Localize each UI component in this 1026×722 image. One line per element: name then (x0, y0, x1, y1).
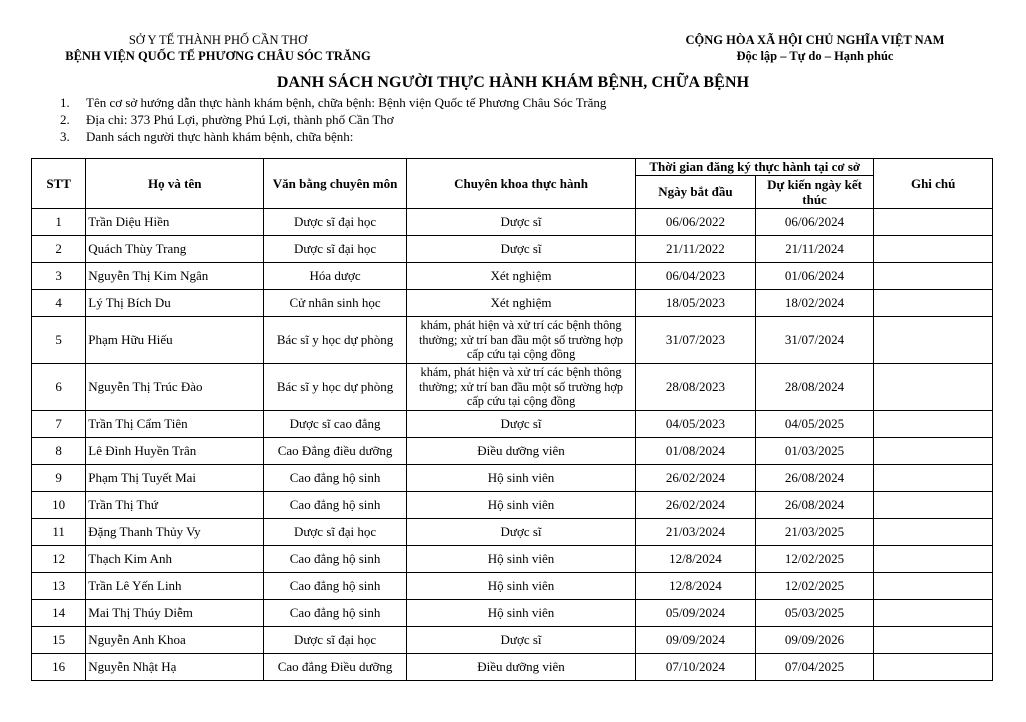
cell-note (874, 236, 993, 263)
cell-specialty: Điều dưỡng viên (406, 438, 635, 465)
cell-stt: 9 (32, 465, 86, 492)
cell-specialty: Hộ sinh viên (406, 546, 635, 573)
table-row (32, 492, 993, 519)
cell-stt: 12 (32, 546, 86, 573)
table-row (32, 317, 993, 364)
cell-note (874, 209, 993, 236)
cell-start-date: 28/08/2023 (636, 364, 756, 411)
cell-end-date: 28/08/2024 (755, 364, 874, 411)
cell-degree: Dược sĩ đại học (264, 209, 407, 236)
cell-note (874, 492, 993, 519)
cell-specialty: Dược sĩ (406, 209, 635, 236)
info-list (60, 94, 606, 145)
cell-specialty: Điều dưỡng viên (406, 654, 635, 681)
cell-start-date: 06/04/2023 (636, 263, 756, 290)
cell-specialty: Hộ sinh viên (406, 465, 635, 492)
cell-specialty: Dược sĩ (406, 411, 635, 438)
cell-degree: Hóa dược (264, 263, 407, 290)
table-row (32, 519, 993, 546)
cell-stt: 1 (32, 209, 86, 236)
cell-name: Trần Thị Thứ (86, 492, 264, 519)
cell-degree: Cao Đẳng điều dưỡng (264, 438, 407, 465)
cell-start-date: 06/06/2022 (636, 209, 756, 236)
cell-degree: Dược sĩ đại học (264, 519, 407, 546)
cell-note (874, 290, 993, 317)
cell-degree: Dược sĩ cao đẳng (264, 411, 407, 438)
table-row (32, 627, 993, 654)
header-end-date: Dự kiến ngày kết thúc (755, 176, 874, 209)
cell-degree: Cao đẳng hộ sinh (264, 573, 407, 600)
table-row (32, 263, 993, 290)
table-row (32, 573, 993, 600)
cell-start-date: 26/02/2024 (636, 492, 756, 519)
cell-note (874, 263, 993, 290)
cell-degree: Bác sĩ y học dự phòng (264, 364, 407, 411)
info-number: 2. (60, 112, 70, 127)
cell-stt: 15 (32, 627, 86, 654)
cell-name: Trần Lê Yến Linh (86, 573, 264, 600)
table-row (32, 465, 993, 492)
cell-end-date: 07/04/2025 (755, 654, 874, 681)
cell-name: Nguyễn Nhật Hạ (86, 654, 264, 681)
header-period-group: Thời gian đăng ký thực hành tại cơ sở (636, 159, 874, 176)
cell-note (874, 573, 993, 600)
document-title: DANH SÁCH NGƯỜI THỰC HÀNH KHÁM BỆNH, CHỮA BỆNH (276, 74, 750, 91)
cell-note (874, 465, 993, 492)
cell-end-date: 05/03/2025 (755, 600, 874, 627)
cell-start-date: 04/05/2023 (636, 411, 756, 438)
cell-end-date: 04/05/2025 (755, 411, 874, 438)
table-row (32, 290, 993, 317)
cell-specialty: Dược sĩ (406, 519, 635, 546)
hospital-name: BỆNH VIỆN QUỐC TẾ PHƯƠNG CHÂU SÓC TRĂNG (65, 49, 371, 63)
cell-end-date: 31/07/2024 (755, 317, 874, 364)
table-row (32, 546, 993, 573)
cell-end-date: 12/02/2025 (755, 573, 874, 600)
cell-start-date: 21/03/2024 (636, 519, 756, 546)
cell-note (874, 317, 993, 364)
cell-name: Lý Thị Bích Du (86, 290, 264, 317)
cell-stt: 13 (32, 573, 86, 600)
info-text: Tên cơ sở hướng dẫn thực hành khám bệnh, chữa bệnh: Bệnh viện Quốc tế Phương Châu Sóc Trăng (86, 95, 607, 110)
table-row (32, 438, 993, 465)
cell-end-date: 21/03/2025 (755, 519, 874, 546)
cell-specialty: Hộ sinh viên (406, 492, 635, 519)
cell-name: Mai Thị Thúy Diễm (86, 600, 264, 627)
cell-end-date: 26/08/2024 (755, 492, 874, 519)
cell-stt: 16 (32, 654, 86, 681)
info-item (60, 128, 606, 145)
cell-note (874, 364, 993, 411)
cell-degree: Dược sĩ đại học (264, 627, 407, 654)
cell-end-date: 01/06/2024 (755, 263, 874, 290)
department-name: SỞ Y TẾ THÀNH PHỐ CẦN THƠ (128, 33, 308, 47)
table-row (32, 654, 993, 681)
cell-start-date: 12/8/2024 (636, 573, 756, 600)
info-item (60, 111, 606, 128)
cell-specialty: Dược sĩ (406, 627, 635, 654)
cell-stt: 6 (32, 364, 86, 411)
table-row (32, 209, 993, 236)
header-degree: Văn bằng chuyên môn (264, 159, 407, 209)
cell-name: Trần Diệu Hiền (86, 209, 264, 236)
cell-stt: 5 (32, 317, 86, 364)
cell-note (874, 438, 993, 465)
cell-note (874, 600, 993, 627)
cell-stt: 2 (32, 236, 86, 263)
cell-specialty: Dược sĩ (406, 236, 635, 263)
cell-end-date: 21/11/2024 (755, 236, 874, 263)
cell-specialty: khám, phát hiện và xử trí các bệnh thông thường; xử trí ban đầu một số trường hợp cấp cứu tại cộng đồng (406, 317, 635, 364)
table-body (32, 209, 993, 681)
cell-stt: 8 (32, 438, 86, 465)
header-name: Họ và tên (86, 159, 264, 209)
header-left (48, 32, 388, 64)
cell-start-date: 09/09/2024 (636, 627, 756, 654)
table-row (32, 364, 993, 411)
cell-start-date: 31/07/2023 (636, 317, 756, 364)
cell-start-date: 07/10/2024 (636, 654, 756, 681)
cell-end-date: 09/09/2026 (755, 627, 874, 654)
national-title: CỘNG HÒA XÃ HỘI CHỦ NGHĨA VIỆT NAM (685, 33, 945, 47)
cell-name: Phạm Thị Tuyết Mai (86, 465, 264, 492)
practitioner-table (31, 158, 993, 681)
cell-start-date: 01/08/2024 (636, 438, 756, 465)
header-right (655, 32, 975, 64)
cell-specialty: Xét nghiệm (406, 263, 635, 290)
cell-note (874, 654, 993, 681)
cell-name: Nguyễn Thị Trúc Đào (86, 364, 264, 411)
cell-note (874, 411, 993, 438)
cell-stt: 4 (32, 290, 86, 317)
cell-degree: Cao đẳng hộ sinh (264, 600, 407, 627)
cell-name: Phạm Hữu Hiếu (86, 317, 264, 364)
cell-name: Thạch Kim Anh (86, 546, 264, 573)
cell-name: Đặng Thanh Thủy Vy (86, 519, 264, 546)
cell-start-date: 12/8/2024 (636, 546, 756, 573)
cell-specialty: Hộ sinh viên (406, 573, 635, 600)
cell-degree: Dược sĩ đại học (264, 236, 407, 263)
header-stt: STT (32, 159, 86, 209)
header-start-date: Ngày bắt đầu (636, 176, 756, 209)
cell-stt: 10 (32, 492, 86, 519)
cell-note (874, 519, 993, 546)
info-text: Danh sách người thực hành khám bệnh, chữa bệnh: (86, 129, 354, 144)
cell-stt: 11 (32, 519, 86, 546)
cell-start-date: 21/11/2022 (636, 236, 756, 263)
cell-degree: Cao đẳng Điều dưỡng (264, 654, 407, 681)
cell-end-date: 06/06/2024 (755, 209, 874, 236)
cell-stt: 7 (32, 411, 86, 438)
header-note: Ghi chú (874, 159, 993, 209)
cell-name: Nguyễn Thị Kim Ngân (86, 263, 264, 290)
cell-start-date: 18/05/2023 (636, 290, 756, 317)
cell-start-date: 26/02/2024 (636, 465, 756, 492)
cell-name: Quách Thùy Trang (86, 236, 264, 263)
cell-name: Trần Thị Cẩm Tiên (86, 411, 264, 438)
cell-degree: Bác sĩ y học dự phòng (264, 317, 407, 364)
cell-degree: Cao đẳng hộ sinh (264, 546, 407, 573)
cell-stt: 3 (32, 263, 86, 290)
cell-name: Nguyễn Anh Khoa (86, 627, 264, 654)
table-row (32, 236, 993, 263)
table-row (32, 600, 993, 627)
cell-specialty: khám, phát hiện và xử trí các bệnh thông thường; xử trí ban đầu một số trường hợp cấp cứu tại cộng đồng (406, 364, 635, 411)
cell-specialty: Xét nghiệm (406, 290, 635, 317)
cell-degree: Cử nhân sinh học (264, 290, 407, 317)
cell-end-date: 18/02/2024 (755, 290, 874, 317)
cell-end-date: 12/02/2025 (755, 546, 874, 573)
cell-end-date: 01/03/2025 (755, 438, 874, 465)
cell-start-date: 05/09/2024 (636, 600, 756, 627)
cell-degree: Cao đẳng hộ sinh (264, 492, 407, 519)
cell-end-date: 26/08/2024 (755, 465, 874, 492)
info-item (60, 94, 606, 111)
national-motto: Độc lập – Tự do – Hạnh phúc (736, 49, 894, 63)
info-number: 3. (60, 129, 70, 144)
cell-degree: Cao đẳng hộ sinh (264, 465, 407, 492)
cell-name: Lê Đình Huyền Trân (86, 438, 264, 465)
header-specialty: Chuyên khoa thực hành (406, 159, 635, 209)
cell-stt: 14 (32, 600, 86, 627)
info-text: Địa chỉ: 373 Phú Lợi, phường Phú Lợi, thành phố Cần Thơ (86, 112, 394, 127)
cell-specialty: Hộ sinh viên (406, 600, 635, 627)
info-number: 1. (60, 95, 70, 110)
table-row (32, 411, 993, 438)
cell-note (874, 546, 993, 573)
cell-note (874, 627, 993, 654)
